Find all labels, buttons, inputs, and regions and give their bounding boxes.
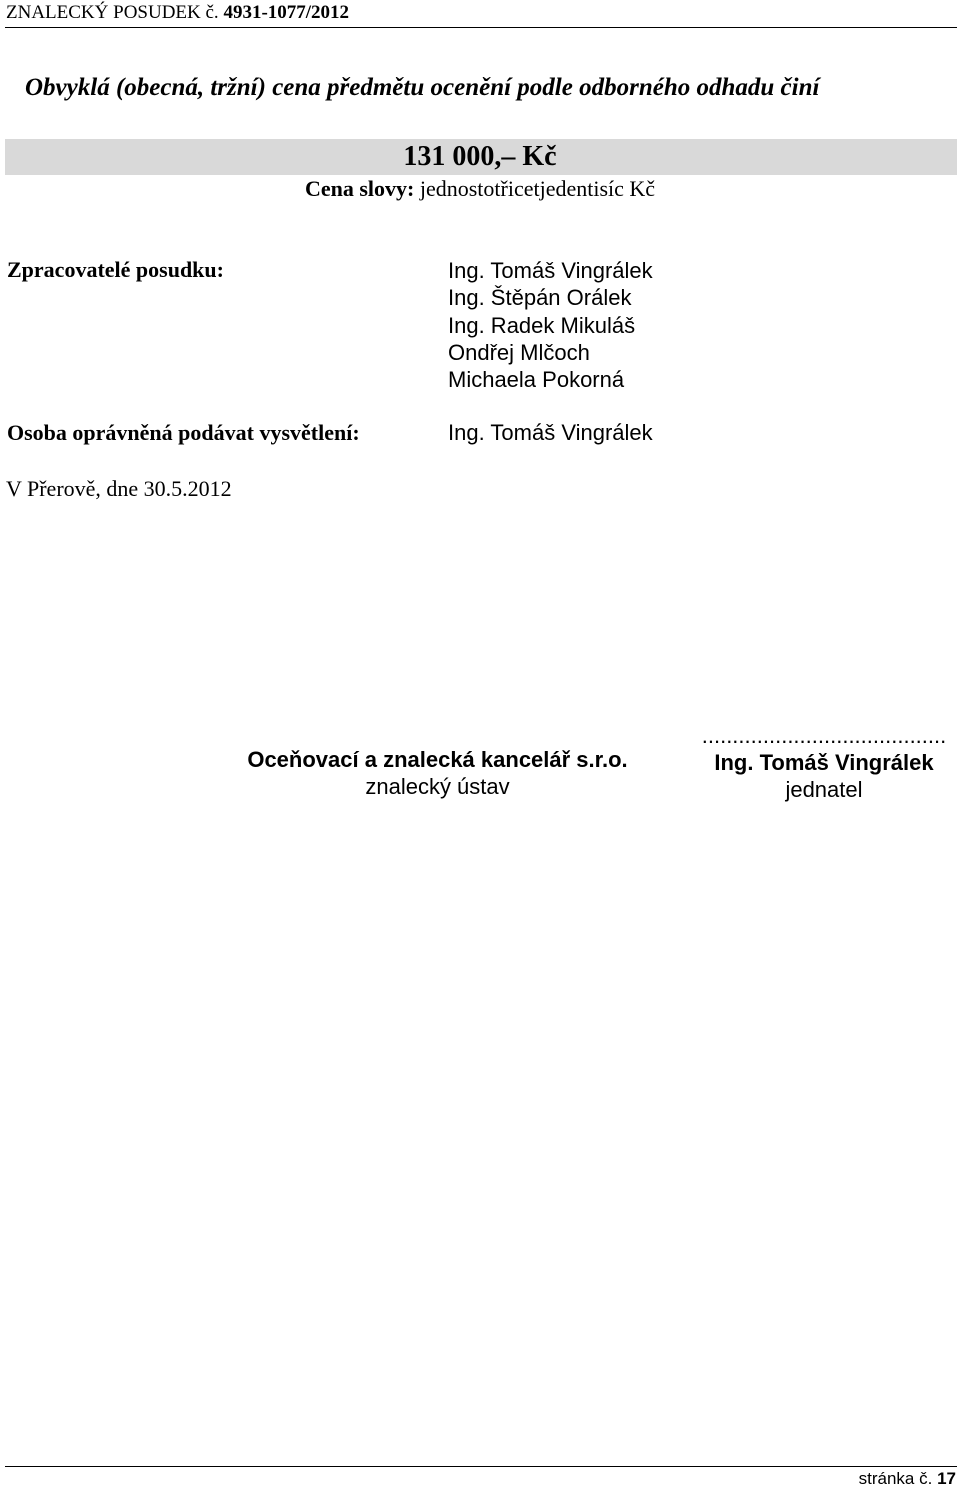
page-footer	[859, 1469, 956, 1489]
processor-name: Ing. Radek Mikuláš	[448, 312, 636, 338]
organization-block	[240, 746, 635, 800]
authorized-person-name: Ing. Tomáš Vingrálek	[448, 420, 653, 445]
price-words-label: Cena slovy:	[304, 176, 415, 201]
processor-name: Ing. Tomáš Vingrálek	[448, 258, 653, 283]
page-label: stránka č.	[858, 1469, 933, 1488]
header-prefix: ZNALECKÝ POSUDEK č.	[6, 2, 219, 23]
signer-role: jednatel	[785, 777, 863, 802]
price-value: 131 000,– Kč	[403, 141, 557, 172]
authorized-person-label: Osoba oprávněná podávat vysvětlení:	[7, 420, 360, 445]
page-number: 17	[937, 1469, 956, 1488]
processors-list	[448, 257, 653, 393]
processor-name: Michaela Pokorná	[448, 367, 625, 393]
processors-label: Zpracovatelé posudku:	[7, 257, 224, 282]
header-divider	[5, 27, 957, 28]
organization-name: Oceňovací a znalecká kancelář s.r.o.	[247, 747, 628, 772]
price-in-words	[0, 176, 960, 202]
signer-name: Ing. Tomáš Vingrálek	[714, 750, 934, 775]
signer-block	[696, 722, 952, 803]
place-and-date: V Přerově, dne 30.5.2012	[6, 476, 232, 501]
footer-divider	[5, 1466, 957, 1467]
signature-line: ........................................	[701, 723, 947, 748]
organization-type: znalecký ústav	[365, 774, 510, 799]
header-number: 4931-1077/2012	[223, 2, 350, 23]
valuation-statement: Obvyklá (obecná, tržní) cena předmětu ocenění podle odborného odhadu činí	[25, 74, 820, 101]
document-header	[6, 2, 349, 24]
processor-name: Ing. Štěpán Orálek	[448, 285, 632, 311]
price-words-value: jednostotřicetjedentisíc Kč	[419, 176, 656, 201]
processor-name: Ondřej Mlčoch	[448, 339, 590, 365]
